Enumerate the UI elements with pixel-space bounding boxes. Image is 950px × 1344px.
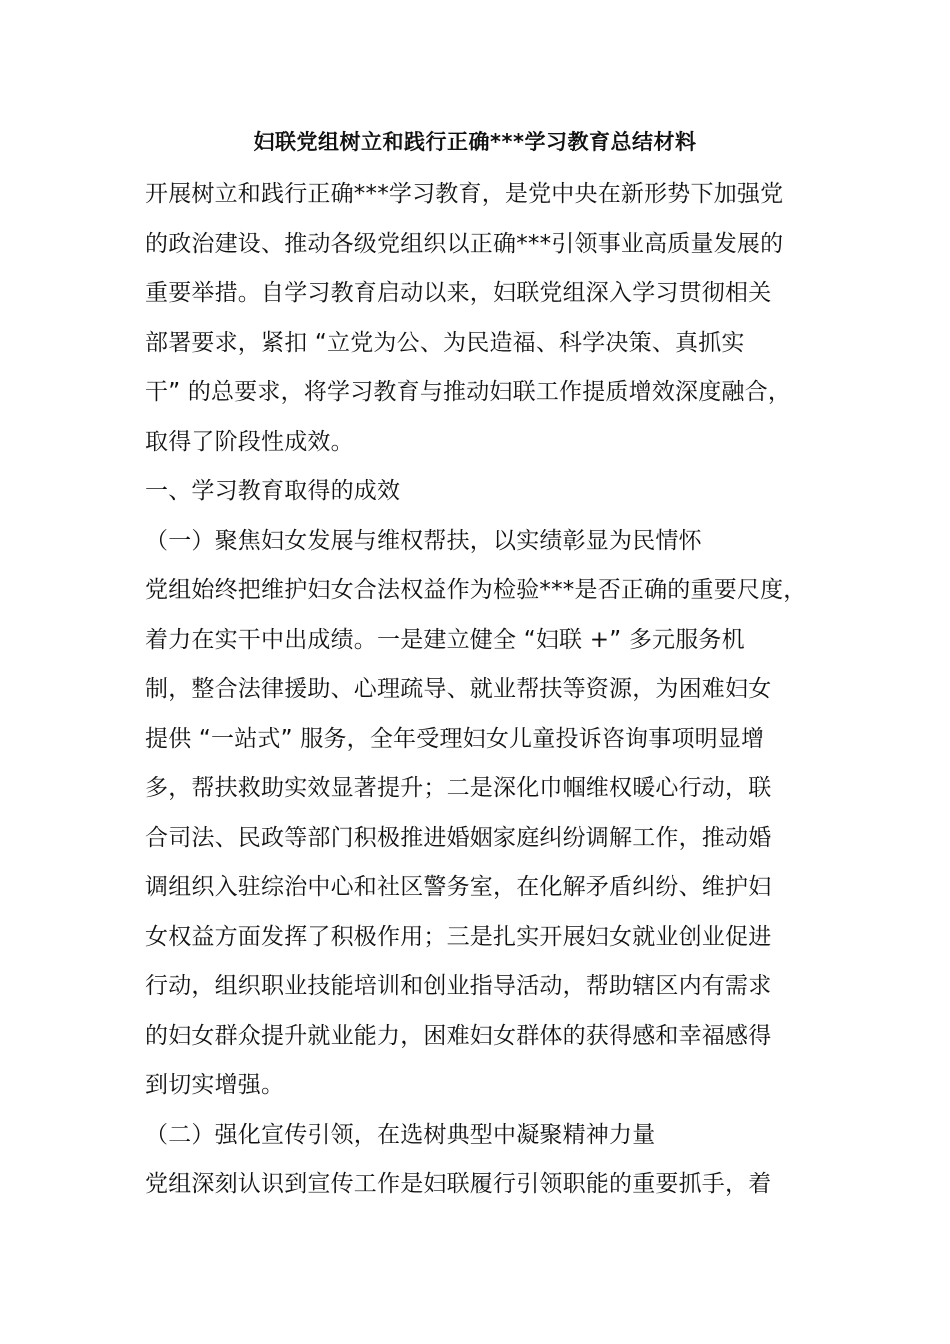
paragraph-line: 调组织入驻综治中心和社区警务室，在化解矛盾纠纷、维护妇 — [145, 874, 772, 900]
paragraph-line: 党组深刻认识到宣传工作是妇联履行引领职能的重要抓手，着 — [145, 1171, 772, 1197]
paragraph-line: 女权益方面发挥了积极作用；三是扎实开展妇女就业创业促进 — [145, 923, 772, 950]
paragraph-line: 的妇女群众提升就业能力，困难妇女群体的获得感和幸福感得 — [145, 1022, 772, 1049]
paragraph-line: 取得了阶段性成效。 — [145, 428, 354, 455]
paragraph-line: 到切实增强。 — [145, 1072, 285, 1098]
paragraph-line: 着力在实干中出成绩。一是建立健全 “妇联 +” 多元服务机 — [145, 626, 745, 653]
paragraph-line: 开展树立和践行正确***学习教育，是党中央在新形势下加强党 — [145, 181, 784, 207]
paragraph-line: 重要举措。自学习教育启动以来，妇联党组深入学习贯彻相关 — [145, 280, 772, 306]
paragraph-line: 多，帮扶救助实效显著提升；二是深化巾帼维权暖心行动，联 — [145, 775, 772, 801]
paragraph-line: 合司法、民政等部门积极推进婚姻家庭纠纷调解工作，推动婚 — [145, 824, 772, 851]
paragraph-line: 行动，组织职业技能培训和创业指导活动，帮助辖区内有需求 — [145, 973, 772, 999]
subsection-heading: （一）聚焦妇女发展与维权帮扶，以实绩彰显为民情怀 — [145, 527, 702, 554]
paragraph-line: 的政治建设、推动各级党组织以正确***引领事业高质量发展的 — [145, 230, 784, 257]
section-heading: 一、学习教育取得的成效 — [145, 478, 401, 504]
paragraph-line: 党组始终把维护妇女合法权益作为检验***是否正确的重要尺度， — [145, 577, 807, 603]
document-title: 妇联党组树立和践行正确***学习教育总结材料 — [253, 130, 697, 154]
paragraph-line: 提供 “一站式” 服务，全年受理妇女儿童投诉咨询事项明显增 — [145, 725, 765, 752]
paragraph-line: 制，整合法律援助、心理疏导、就业帮扶等资源，为困难妇女 — [145, 676, 772, 702]
subsection-heading: （二）强化宣传引领，在选树典型中凝聚精神力量 — [145, 1121, 656, 1148]
document-body — [145, 170, 825, 1210]
paragraph-line: 部署要求，紧扣 “立党为公、为民造福、科学决策、真抓实 — [145, 329, 745, 356]
paragraph-line: 干” 的总要求，将学习教育与推动妇联工作提质增效深度融合， — [145, 379, 792, 405]
